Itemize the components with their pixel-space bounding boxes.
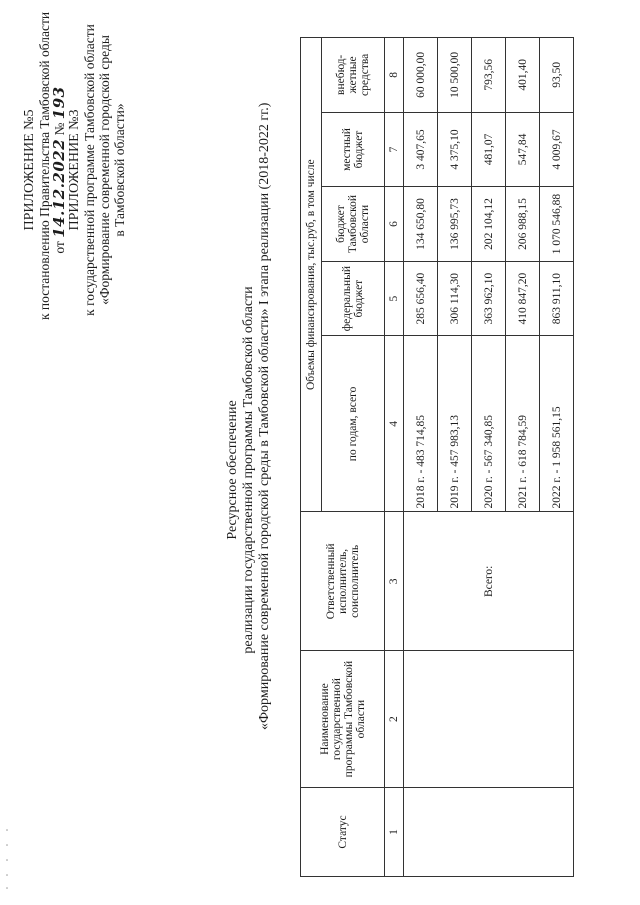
appendix-resolution-line: к постановлению Правительства Тамбовской области (37, 11, 52, 320)
status-cell (404, 787, 574, 876)
appendix-title: ПРИЛОЖЕНИЕ №5 (22, 109, 37, 231)
column-number: 3 (385, 512, 404, 651)
local-cell: 547,84 (506, 112, 540, 187)
handwritten-number: 193 (50, 86, 68, 120)
header-extrabudget: внебюд-жетные средства (322, 38, 385, 113)
year-total-cell: 2021 г. - 618 784,59 (506, 336, 540, 512)
number-label: № (52, 122, 67, 136)
appendix-date-line (52, 20, 67, 320)
federal-cell: 285 656,40 (404, 261, 438, 336)
regional-cell: 1 070 546,88 (540, 187, 574, 262)
header-row-1 (301, 38, 322, 877)
header-status: Статус (301, 787, 385, 876)
column-number: 7 (385, 112, 404, 187)
year-total-cell: 2018 г. - 483 714,85 (404, 336, 438, 512)
regional-cell: 136 995,73 (438, 187, 472, 262)
table-row (404, 38, 438, 877)
title-line-2: реализации государственной программы Тамбовской области (241, 286, 256, 654)
appendix-program-line: к государственной программе Тамбовской области (82, 24, 97, 316)
local-cell: 4 375,10 (438, 112, 472, 187)
title-line-3: «Формирование современной городской среды в Тамбовской области» I этапа реализации (2018-2022 гг.) (257, 102, 272, 730)
header-funding-group: Объемы финансирования, тыс.руб, в том числе (301, 38, 322, 512)
regional-cell: 134 650,80 (404, 187, 438, 262)
regional-cell: 202 104,12 (472, 187, 506, 262)
regional-cell: 206 988,15 (506, 187, 540, 262)
column-number: 4 (385, 336, 404, 512)
column-number-row (385, 38, 404, 877)
title-line-1: Ресурсное обеспечение (225, 400, 240, 540)
local-cell: 481,07 (472, 112, 506, 187)
local-cell: 4 009,67 (540, 112, 574, 187)
federal-cell: 863 911,10 (540, 261, 574, 336)
header-local: местный бюджет (322, 112, 385, 187)
extrabudget-cell: 793,56 (472, 38, 506, 113)
header-by-years: по годам, всего (322, 336, 385, 512)
header-program-name: Наименование государственной программы Тамбовской области (301, 651, 385, 788)
federal-cell: 363 962,10 (472, 261, 506, 336)
appendix-program-name-line1: «Формирование современной городской среды (97, 35, 112, 305)
header-regional: бюджет Тамбовской области (322, 187, 385, 262)
extrabudget-cell: 401,40 (506, 38, 540, 113)
extrabudget-cell: 60 000,00 (404, 38, 438, 113)
column-number: 1 (385, 787, 404, 876)
funding-table (300, 37, 574, 877)
extrabudget-cell: 10 500,00 (438, 38, 472, 113)
year-total-cell: 2019 г. - 457 983,13 (438, 336, 472, 512)
document-title (225, 102, 273, 730)
year-total-cell: 2022 г. - 1 958 561,15 (540, 336, 574, 512)
program-name-cell (404, 651, 574, 788)
local-cell: 3 407,65 (404, 112, 438, 187)
column-number: 8 (385, 38, 404, 113)
column-number: 5 (385, 261, 404, 336)
total-label: Всего: (404, 512, 574, 651)
year-total-cell: 2020 г. - 567 340,85 (472, 336, 506, 512)
appendix-block (22, 11, 127, 320)
appendix-subtitle: ПРИЛОЖЕНИЕ №3 (67, 109, 82, 231)
federal-cell: 306 114,30 (438, 261, 472, 336)
header-federal: федеральный бюджет (322, 261, 385, 336)
extrabudget-cell: 93,50 (540, 38, 574, 113)
column-number: 2 (385, 651, 404, 788)
header-executor: Ответственный исполнитель, соисполнитель (301, 512, 385, 651)
column-number: 6 (385, 187, 404, 262)
appendix-program-name-line2: в Тамбовской области» (112, 103, 127, 237)
date-prefix: от (52, 241, 67, 254)
federal-cell: 410 847,20 (506, 261, 540, 336)
handwritten-date: 14.12.2022 (50, 138, 68, 238)
